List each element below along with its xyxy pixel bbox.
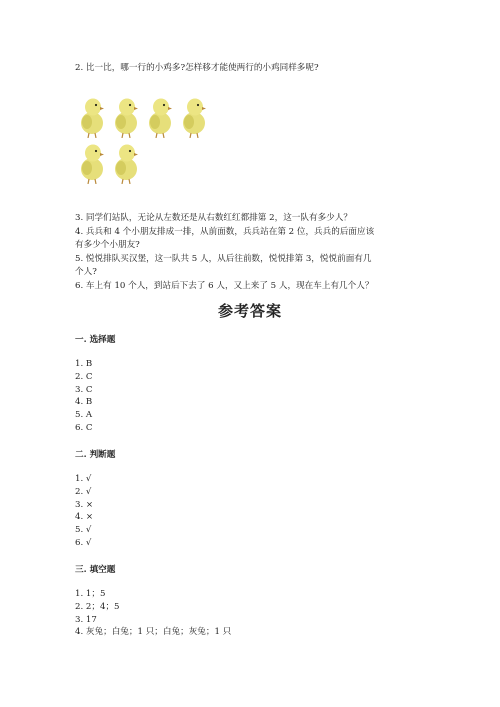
answer-item: 1. √ — [75, 474, 92, 484]
chick-icon — [112, 140, 140, 184]
answer-item: 2. 2；4；5 — [75, 601, 120, 612]
question-3: 3. 同学们站队，无论从左数还是从右数红红都排第 2，这一队有多少人？ — [75, 213, 352, 223]
question-4-line-2: 有多少个小朋友? — [75, 240, 140, 251]
answer-item: 3. C — [75, 384, 93, 395]
answer-item: 1. 1；5 — [75, 589, 106, 599]
answers-choice — [75, 358, 93, 435]
answer-item: 3. 17 — [75, 614, 97, 625]
answer-title: 参考答案 — [217, 302, 282, 320]
answer-item: 6. √ — [75, 537, 92, 548]
answer-item: 2. √ — [75, 486, 92, 497]
chick-icon — [112, 94, 140, 138]
answer-item: 4. 灰兔；白兔；1 只；白兔；灰兔；1 只 — [75, 627, 232, 638]
answer-item: 2. C — [75, 371, 93, 382]
answer-item: 5. A — [75, 410, 93, 421]
section-title-judge: 二. 判断题 — [75, 450, 116, 460]
question-4-line-1: 4. 兵兵和 4 个小朋友排成一排，从前面数，兵兵站在第 2 位，兵兵的后面应该 — [75, 226, 375, 237]
answer-item: 4. × — [75, 512, 94, 523]
section-title-choice: 一. 选择题 — [75, 335, 116, 345]
question-6: 6. 车上有 10 个人，到站后下去了 6 人，又上来了 5 人，现在车上有几个人？ — [75, 280, 374, 291]
answer-item: 6. C — [75, 422, 93, 433]
answer-item: 3. × — [75, 499, 94, 510]
answer-item: 1. B — [75, 359, 93, 369]
chick-image — [78, 94, 210, 186]
question-2: 2. 比一比，哪一行的小鸡多?怎样移才能使两行的小鸡同样多呢? — [75, 63, 319, 73]
chick-icon — [146, 94, 174, 138]
questions-3-to-6 — [75, 212, 425, 294]
question-5-line-1: 5. 悦悦排队买汉堡，这一队共 5 人，从后往前数，悦悦排第 3，悦悦前面有几 — [75, 253, 372, 264]
chick-icon — [180, 94, 208, 138]
chick-icon — [78, 140, 106, 184]
question-5-line-2: 个人? — [75, 267, 97, 278]
answers-fill — [75, 588, 231, 639]
chick-icon — [78, 94, 106, 138]
section-title-fill: 三. 填空题 — [75, 565, 116, 575]
answer-item: 5. √ — [75, 525, 92, 536]
answers-judge — [75, 473, 93, 550]
answer-item: 4. B — [75, 397, 93, 408]
